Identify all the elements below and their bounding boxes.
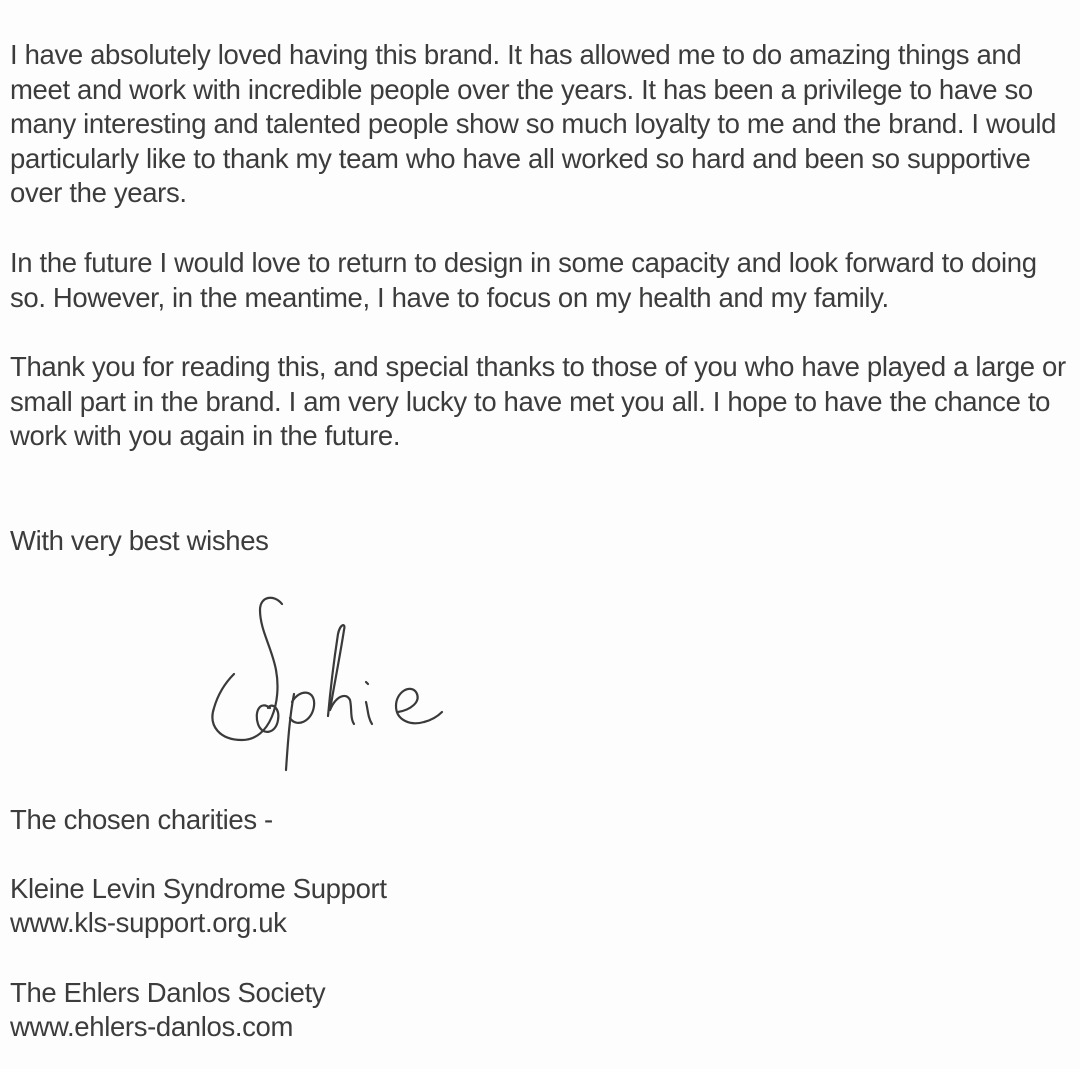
letter-closing: With very best wishes (10, 525, 269, 556)
charity-url: www.ehlers-danlos.com (10, 1011, 294, 1042)
charity-url: www.kls-support.org.uk (10, 907, 287, 938)
letter-paragraph-thanks: I have absolutely loved having this brand. It has allowed me to do amazing things and meet and work with incredible people over the years. It has been a privilege to have so many interesting and talented people show so much loyalty to me and the brand. I would particularly like to thank my team who have all worked so hard and been so supportive over the years. (10, 39, 1057, 209)
charities-heading: The chosen charities - (10, 804, 273, 835)
letter-paragraph-gratitude: Thank you for reading this, and special thanks to those of you who have played a large or small part in the brand. I am very lucky to have met you all. I hope to have the chance to work with you again in the future. (10, 351, 1066, 452)
charity-name: The Ehlers Danlos Society (10, 977, 326, 1008)
letter-paragraph-future: In the future I would love to return to design in some capacity and look forward to doing so. However, in the meantime, I have to focus on my health and my family. (10, 247, 1037, 313)
charity-name: Kleine Levin Syndrome Support (10, 873, 387, 904)
handwritten-signature (190, 590, 460, 780)
